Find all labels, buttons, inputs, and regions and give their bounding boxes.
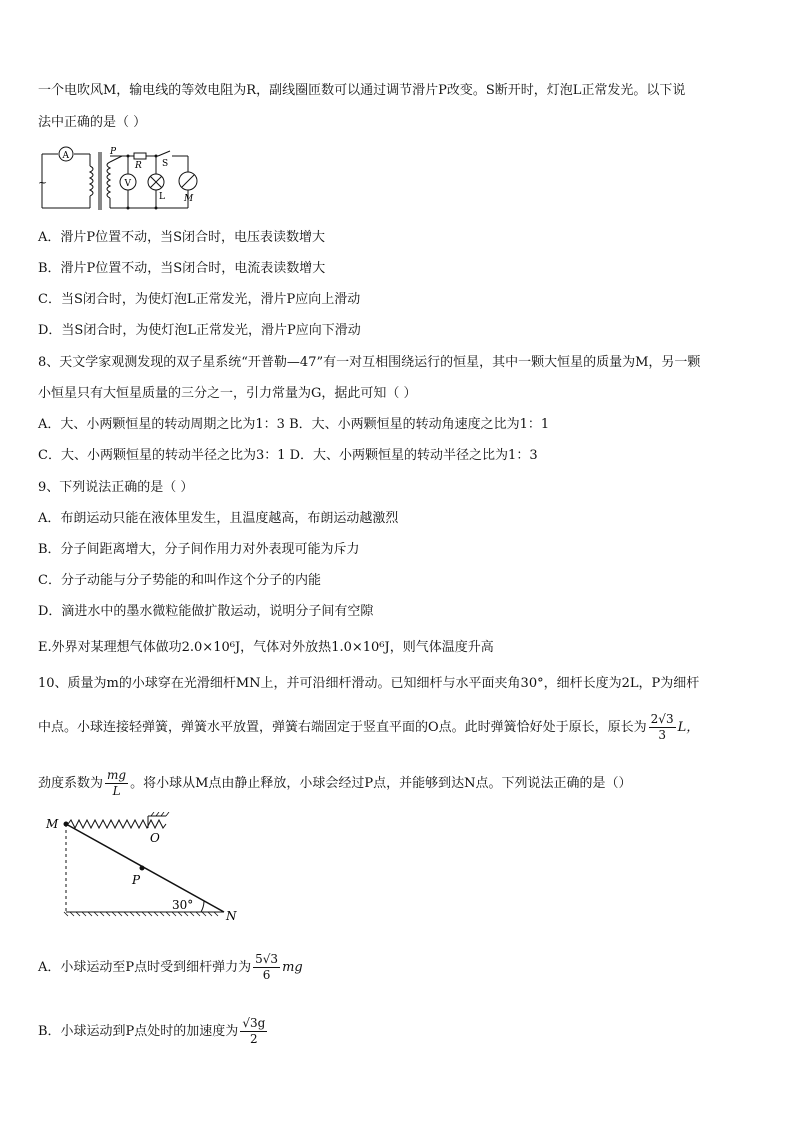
q8-stem-line1: 8、天文学家观测发现的双子星系统“开普勒—47”有一对互相围绕运行的恒星，其中一颗大恒星的质量为M，另一颗 (38, 355, 701, 370)
q8-options-line2: C．大、小两颗恒星的转动半径之比为3：1 D．大、小两颗恒星的转动半径之比为1：3 (38, 448, 538, 463)
q9-stem: 9、下列说法正确的是（ ） (38, 480, 194, 495)
q10-stem-line3: 劲度系数为 $\frac{mg}{L}$ 。将小球从M点由静止释放，小球会经过P点，并能够到达N点。下列说法正确的是（） (38, 768, 632, 798)
svg-text:30°: 30° (172, 898, 194, 912)
point-p-icon (140, 866, 145, 871)
q9-option-b: B．分子间距离增大，分子间作用力对外表现可能为斥力 (38, 542, 360, 557)
q8-options-line1: A．大、小两颗恒星的转动周期之比为1：3 B．大、小两颗恒星的转动角速度之比为1：1 (38, 417, 550, 432)
svg-text:O: O (150, 831, 160, 845)
elastic-force-fraction: $\frac{5√3}{6}$ (255, 952, 279, 982)
svg-text:S: S (162, 159, 169, 169)
svg-text:M: M (184, 194, 194, 204)
ball-m-icon (64, 822, 69, 827)
q8-stem-line2: 小恒星只有大恒星质量的三分之一，引力常量为G，据此可知（ ） (38, 386, 417, 401)
q9-option-c: C．分子动能与分子势能的和叫作这个分子的内能 (38, 573, 321, 588)
svg-text:M: M (46, 817, 59, 831)
svg-text:P: P (110, 147, 117, 157)
svg-text:A: A (62, 151, 69, 161)
q9-option-e: E.外界对某理想气体做功2.0×10⁶J，气体对外放热1.0×10⁶J，则气体温度升高 (38, 640, 494, 655)
work-value: 2.0×10⁶J (181, 640, 241, 655)
svg-text:N: N (226, 909, 237, 923)
q9-option-d: D．滴进水中的墨水微粒能做扩散运动，说明分子间有空隙 (38, 604, 374, 619)
svg-text:P: P (132, 873, 141, 887)
svg-text:R: R (135, 161, 142, 171)
acceleration-fraction: $\frac{√3g}{2}$ (242, 1016, 266, 1046)
q7-option-d: D．当S闭合时，为使灯泡L正常发光，滑片P应向下滑动 (38, 323, 361, 338)
heat-value: 1.0×10⁶J (331, 640, 390, 655)
q7-stem-line2: 法中正确的是（ ） (38, 115, 147, 130)
spring-constant-fraction: $\frac{mg}{L}$ (107, 768, 127, 798)
svg-text:V: V (124, 179, 131, 189)
q7-option-c: C．当S闭合时，为使灯泡L正常发光，滑片P应向上滑动 (38, 292, 361, 307)
q9-option-a: A．布朗运动只能在液体里发生，且温度越高，布朗运动越激烈 (38, 511, 399, 526)
svg-text:~: ~ (38, 176, 48, 189)
q10-stem-line2: 中点。小球连接轻弹簧，弹簧水平放置，弹簧右端固定于竖直平面的O点。此时弹簧恰好处于原长，原长为 $\frac{2√3}{3}$ L， (38, 712, 700, 742)
q10-incline-diagram (38, 812, 248, 924)
q7-circuit-diagram (38, 146, 208, 216)
q7-option-a: A．滑片P位置不动，当S闭合时，电压表读数增大 (38, 230, 326, 245)
svg-text:L: L (159, 192, 165, 202)
q10-option-a: A．小球运动至P点时受到细杆弹力为 $\frac{5√3}{6}$ mg (38, 952, 303, 982)
spring-length-fraction: $\frac{2√3}{3}$ (650, 712, 674, 742)
q10-option-b: B．小球运动到P点处时的加速度为 $\frac{√3g}{2}$ (38, 1016, 266, 1046)
q7-option-b: B．滑片P位置不动，当S闭合时，电流表读数增大 (38, 261, 326, 276)
q10-stem-line1: 10、质量为m的小球穿在光滑细杆MN上，并可沿细杆滑动。已知细杆与水平面夹角30°，细杆长度为2L，P为细杆 (38, 676, 700, 691)
q7-stem-line1: 一个电吹风M，输电线的等效电阻为R，副线圈匝数可以通过调节滑片P改变。S断开时，灯泡L正常发光。以下说 (38, 83, 686, 98)
